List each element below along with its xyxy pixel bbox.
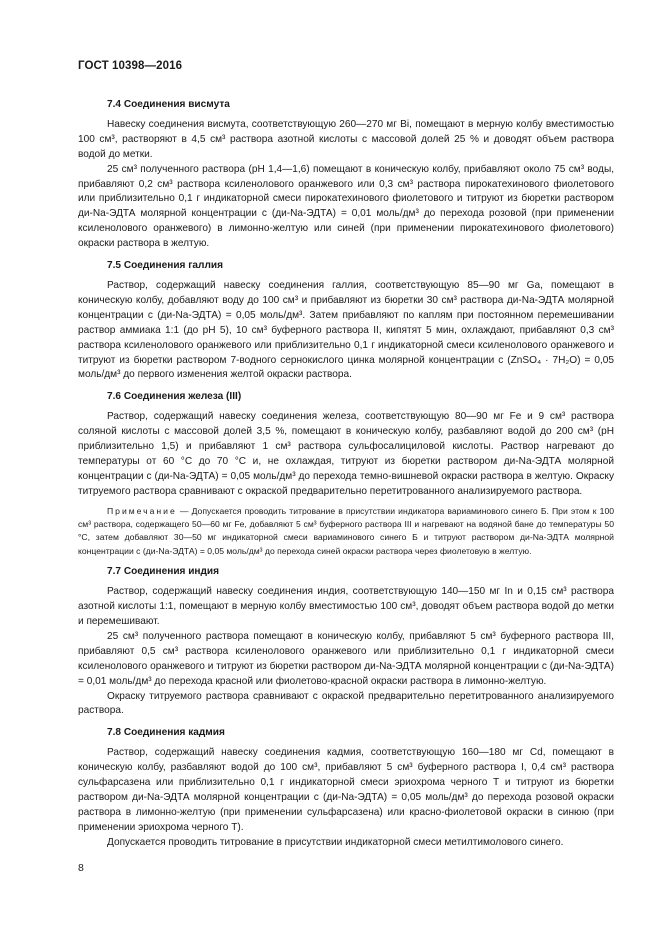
paragraph: 25 см³ полученного раствора (pH 1,4—1,6) помещают в коническую колбу, прибавляют около 75 см³ воды, прибавляют 0,2 см³ раствора ксиленолового оранжевого или 0,3 см³ раствора пирокатехинового фиолетового или приблизительно 0,1 г индикаторной смеси пирокатехинового фиолетового и титруют из бюретки раствором ди-Na-ЭДТА молярной концентрации c (ди-Na-ЭДТА) = 0,01 моль/дм³ до перехода розовой (при применении ксиленолового оранжевого) в лимонно-желтую или синей (при применении пирокатехинового фиолетового) окраски раствора в желтую. [78,163,614,250]
section-title: 7.5 Соединения галлия [107,260,223,272]
paragraph: Раствор, содержащий навеску соединения индия, соответствующую 140—150 мг In и 0,15 см³ раствора азотной кислоты 1:1, помещают в мерную колбу вместимостью 100 см³, доводят объем раствора водой до метки и перемешивают. [78,586,614,627]
section-title: 7.7 Соединения индия [107,566,220,578]
page-number: 8 [78,862,84,874]
paragraph: Раствор, содержащий навеску соединения кадмия, соответствующую 160—180 мг Cd, помещают в коническую колбу, разбавляют водой до 100 см³, прибавляют 5 см³ буферного раствора I, 0,4 см³ раствора сульфарсазена или приблизительно 0,1 г индикаторной смеси эриохрома черного Т и титруют из бюретки раствором ди-Na-ЭДТА молярной концентрации c (ди-Na-ЭДТА) = 0,05 моль/дм³ до перехода розовой окраски раствора в лимонно-желтую (при применении сульфарсазена) или красно-фиолетовой окраски в синюю (при применении эриохрома черного Т). [78,747,614,833]
note-label: Примечание [107,505,177,516]
note-text: — Допускается проводить титрование в присутствии индикатора вариаминового синего Б. При этом к 100 см³ раствора, содержащего 50—60 мг Fe, добавляют 5 см³ буферного раствора III и нагревают на водяной бане до температуры 50 °C, затем добавляют 30—50 мг индикаторной смеси вариаминового синего Б и титруют раствором ди-Na-ЭДТА молярной концентрации c (ди-Na-ЭДТА) = 0,05 моль/дм³ до перехода синей окраски раствора через фиолетовую в желтую. [78,505,615,556]
section-title: 7.8 Соединения кадмия [107,727,225,739]
section-iron [78,390,614,558]
document-body [78,98,614,858]
note [78,505,614,559]
paragraph: Допускается проводить титрование в присутствии индикаторной смеси метилтимолового синего. [107,836,564,848]
section-indium [78,565,614,719]
paragraph: 25 см³ полученного раствора помещают в коническую колбу, прибавляют 5 см³ буферного раствора III, прибавляют 0,5 см³ раствора ксиленолового оранжевого или приблизительно 0,1 г индикаторной смеси ксиленолового оранжевого и титруют из бюретки раствором ди-Na-ЭДТА молярной концентрации c (ди-Na-ЭДТА) = 0,01 моль/дм³ до перехода красной или фиолетово-красной окраски раствора в лимонно-желтую. [78,630,614,687]
section-title: 7.4 Соединения висмута [107,99,230,110]
paragraph: Окраску титруемого раствора сравнивают с окраской предварительно перетитрованного анализируемого раствора. [78,690,614,717]
section-title: 7.6 Соединения железа (III) [107,391,242,403]
paragraph: Раствор, содержащий навеску соединения железа, соответствующую 80—90 мг Fe и 9 см³ раствора соляной кислоты с массовой долей 3,5 %, помещают в коническую колбу, разбавляют водой до 200 см³ (pH приблизительно 1,5) и прибавляют 1 см³ раствора сульфосалициловой кислоты. Раствор нагревают до температуры от 60 °C до 70 °C и, не охлаждая, титруют из бюретки раствором ди-Na-ЭДТА молярной концентрации c (ди-Na-ЭДТА) = 0,05 моль/дм³ до перехода темно-вишневой окраски раствора в желтую. Окраску титруемого раствора сравнивают с окраской предварительно перетитрованного анализируемого раствора. [78,411,614,497]
paragraph: Навеску соединения висмута, соответствующую 260—270 мг Bi, помещают в мерную колбу вместимостью 100 см³, растворяют в 4,5 см³ раствора азотной кислоты с массовой долей 25 % и доводят объем раствора водой до метки. [78,118,614,160]
paragraph: Раствор, содержащий навеску соединения галлия, соответствующую 85—90 мг Ga, помещают в коническую колбу, добавляют воду до 100 см³ и прибавляют из бюретки 30 см³ раствора ди-Na-ЭДТА молярной концентрации c (ди-Na-ЭДТА) = 0,05 моль/дм³. Затем прибавляют по каплям при постоянном перемешивании раствор аммиака 1:1 (до pH 5), 10 см³ буферного раствора II, кипятят 5 мин, охлаждают, прибавляют 0,3 см³ раствора ксиленолового оранжевого или приблизительно 0,1 г индикаторной смеси ксиленолового оранжевого и титруют из бюретки раствором 7-водного сернокислого цинка молярной концентрации c (ZnSO₄ · 7H₂O) = 0,05 моль/дм³ до первого изменения желтой окраски раствора. [78,279,614,381]
document-header: ГОСТ 10398—2016 [78,60,183,72]
section-gallium [78,259,614,383]
section-cadmium [78,726,614,850]
section-bismuth [78,98,614,252]
